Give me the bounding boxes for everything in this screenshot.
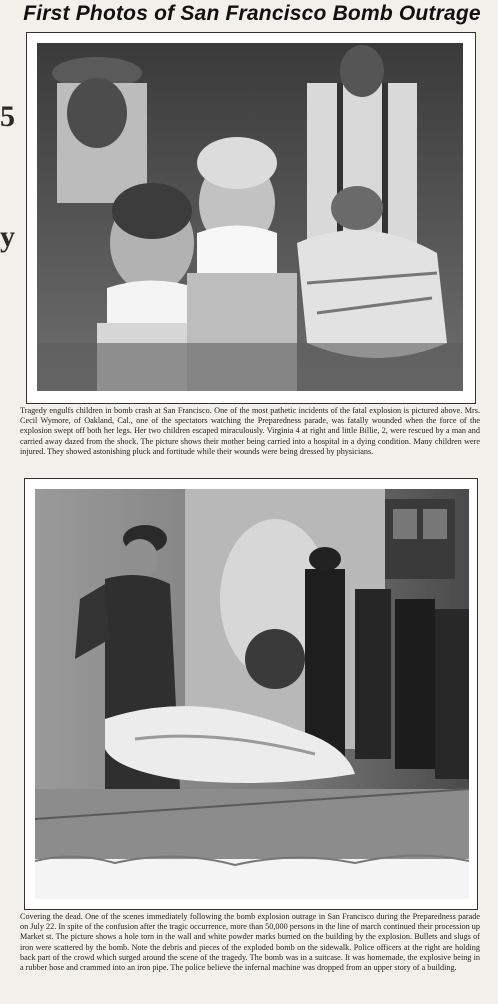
edge-glyph-1: 5: [0, 100, 15, 133]
photo-covering-the-dead: [35, 489, 469, 899]
headline: First Photos of San Francisco Bomb Outrage: [23, 2, 481, 25]
left-edge-column-fragment: [0, 60, 15, 500]
photo-street-illustration: [35, 489, 469, 899]
photo-children-illustration: [37, 43, 463, 391]
caption-covering-the-dead: Covering the dead. One of the scenes immediately following the bomb explosion outrage in San Francisco during the Preparedness parade on July 22. In spite of the confusion after the tragic occurrence, more than 50,000 persons in the line of march continued their procession up Market st. The picture shows a hole torn in the wall and white powder marks burned on the building by the explosion. Bullets and slugs of iron were scattered by the bomb. Note the debris and pieces of the exploded bomb on the sidewalk. Police officers at the right are holding back part of the crowd which surged around the scene of the tragedy. The bomb was in a suitcase. It was homemade, the explosive being in a rubber hose and crammed into an iron pipe. The police believe the infernal machine was dropped from an upper story of a building.: [20, 912, 480, 973]
caption-children: Tragedy engulfs children in bomb crash at San Francisco. One of the most pathetic incidents of the fatal explosion is pictured above. Mrs. Cecil Wymore, of Oakland, Cal., one of the spectators watching the Preparedness parade, was fatally wounded when the force of the explosion swept off both her legs. Her two children escaped miraculously. Virginia 4 at right and little Billie, 2, were rescued by a man and carried away dazed from the shock. The picture shows their mother being carried into a hospital in a dying condition. Many children were injured. They showed astonishing pluck and fortitude while their wounds were being dressed by physicians.: [20, 406, 480, 456]
photo-frame-children: [26, 32, 476, 404]
photo-children-and-mother: [37, 43, 463, 391]
edge-glyph-2: y: [0, 220, 15, 253]
photo-frame-street-scene: [24, 478, 478, 910]
